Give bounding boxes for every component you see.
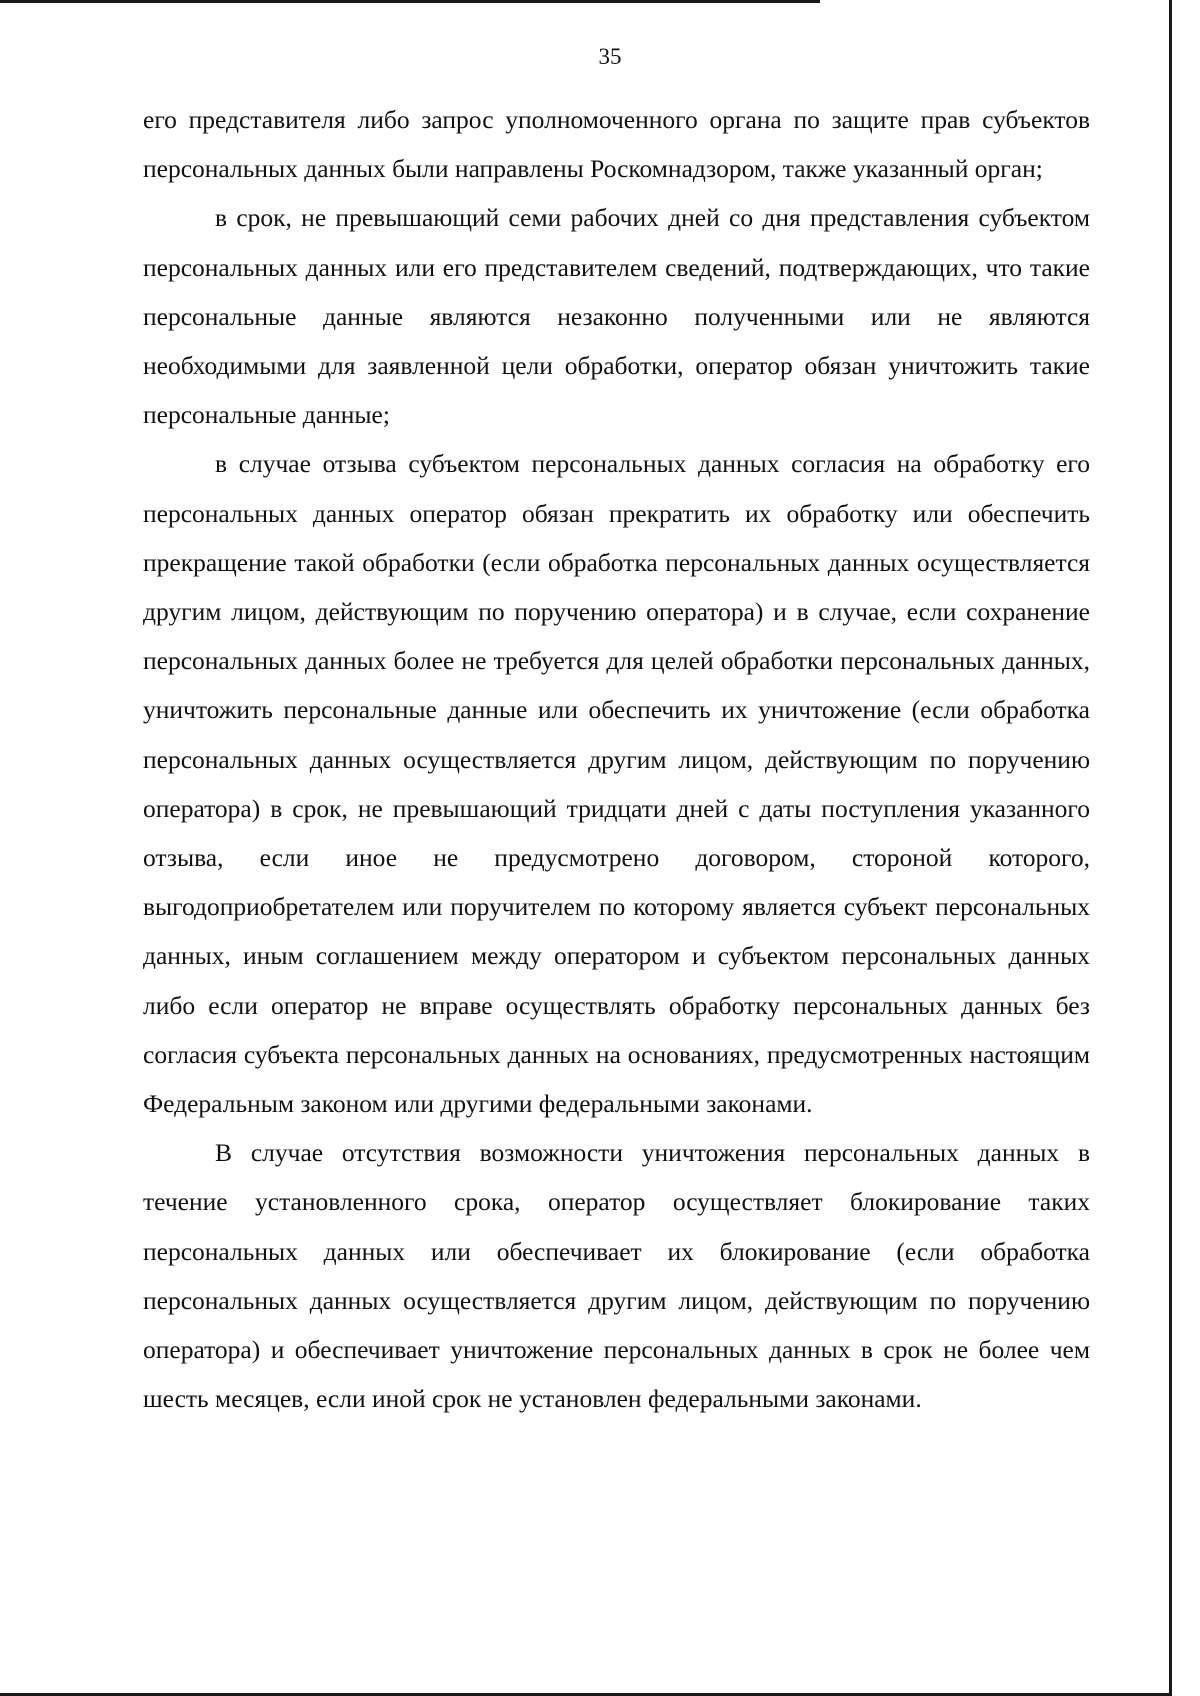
scan-border-top: [0, 0, 820, 3]
paragraph-2: в срок, не превышающий семи рабочих дней со дня представления субъектом персональных данных или его представителем сведений, подтверждающих, что такие персональные данные являются незаконно полученными или не являются необходимыми для заявленной цели обработки, оператор обязан уничтожить такие персональные данные;: [143, 203, 1090, 430]
paragraph-4: В случае отсутствия возможности уничтожения персональных данных в течение установленного срока, оператор осуществляет блокирование таких персональных данных или обеспечивает их блокирование (если обработка персональных данных осуществляется другим лицом, действующим по поручению оператора) и обеспечивает уничтожение персональных данных в срок не более чем шесть месяцев, если иной срок не установлен федеральными законами.: [143, 1138, 1090, 1414]
scan-border-right: [1169, 0, 1172, 1696]
paragraph-1: его представителя либо запрос уполномоченного органа по защите прав субъектов персональных данных были направлены Роскомнадзором, также указанный орган;: [143, 105, 1090, 184]
document-body: [143, 95, 1090, 1423]
page-number: 35: [598, 44, 622, 69]
paragraph-3: в случае отзыва субъектом персональных данных согласия на обработку его персональных данных оператор обязан прекратить их обработку или обеспечить прекращение такой обработки (если обработка персональных данных осуществляется другим лицом, действующим по поручению оператора) и в случае, если сохранение персональных данных более не требуется для целей обработки персональных данных, уничтожить персональные данные или обеспечить их уничтожение (если обработка персональных данных осуществляется другим лицом, действующим по поручению оператора) в срок, не превышающий тридцати дней с даты поступления указанного отзыва, если иное не предусмотрено договором, стороной которого, выгодоприобретателем или поручителем по которому является субъект персональных данных, иным соглашением между оператором и субъектом персональных данных либо если оператор не вправе осуществлять обработку персональных данных без согласия субъекта персональных данных на основаниях, предусмотренных настоящим Федеральным законом или другими федеральными законами.: [143, 449, 1090, 1119]
